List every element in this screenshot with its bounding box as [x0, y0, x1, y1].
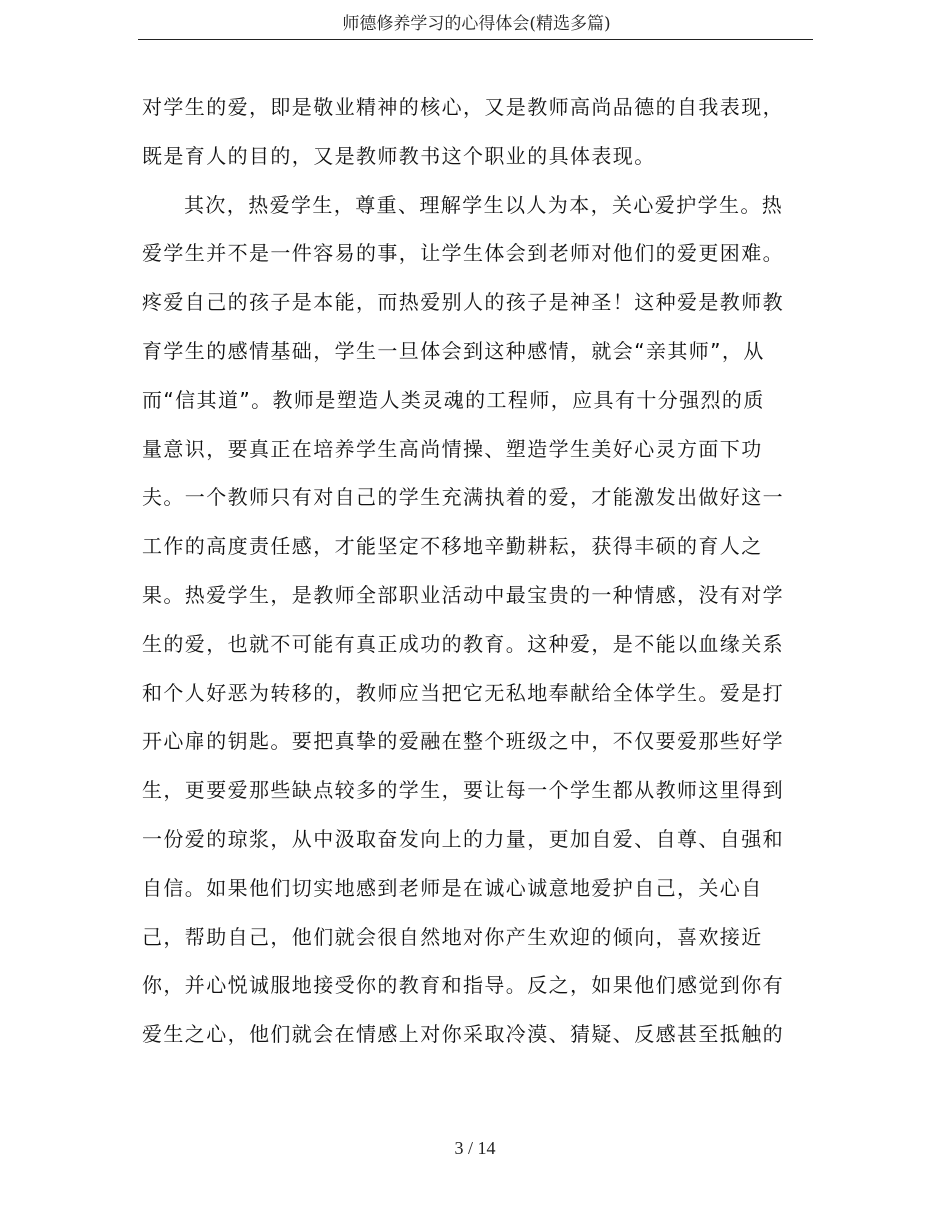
text-line: 一份爱的琼浆，从中汲取奋发向上的力量，更加自爱、自尊、自强和: [142, 826, 784, 851]
text-line: 生的爱，也就不可能有真正成功的教育。这种爱，是不能以血缘关系: [142, 631, 784, 656]
text-line: 果。热爱学生，是教师全部职业活动中最宝贵的一种情感，没有对学: [142, 582, 784, 607]
text-line: 生，更要爱那些缺点较多的学生，要让每一个学生都从教师这里得到: [142, 778, 784, 803]
text-line: 育学生的感情基础，学生一旦体会到这种感情，就会“亲其师”，从: [142, 338, 765, 363]
text-line: 其次，热爱学生，尊重、理解学生以人为本，关心爱护学生。热: [184, 192, 784, 217]
body-text: [142, 83, 802, 1059]
text-line: 爱学生并不是一件容易的事，让学生体会到老师对他们的爱更困难。: [142, 241, 784, 266]
text-line: 开心扉的钥匙。要把真挚的爱融在整个班级之中，不仅要爱那些好学: [142, 729, 784, 754]
text-line: 而“信其道”。教师是塑造人类灵魂的工程师，应具有十分强烈的质: [142, 387, 765, 412]
text-line: 你，并心悦诚服地接受你的教育和指导。反之，如果他们感觉到你有: [142, 973, 784, 998]
text-line: 自信。如果他们切实地感到老师是在诚心诚意地爱护自己，关心自: [142, 875, 763, 900]
text-line: 量意识，要真正在培养学生高尚情操、塑造学生美好心灵方面下功: [142, 436, 763, 461]
text-line: 和个人好恶为转移的，教师应当把它无私地奉献给全体学生。爱是打: [142, 680, 784, 705]
text-line: 爱生之心，他们就会在情感上对你采取冷漠、猜疑、反感甚至抵触的: [142, 1022, 784, 1047]
text-line: 既是育人的目的，又是教师教书这个职业的具体表现。: [142, 143, 656, 168]
page-header-title: 师德修养学习的心得体会(精选多篇): [342, 14, 611, 34]
text-line: 夫。一个教师只有对自己的学生充满执着的爱，才能激发出做好这一: [142, 485, 784, 510]
header-divider: [138, 39, 813, 40]
text-line: 疼爱自己的孩子是本能，而热爱别人的孩子是神圣！这种爱是教师教: [142, 290, 784, 315]
text-line: 对学生的爱，即是敬业精神的核心，又是教师高尚品德的自我表现，: [142, 95, 784, 119]
page-number: 3 / 14: [454, 1138, 496, 1158]
text-line: 己，帮助自己，他们就会很自然地对你产生欢迎的倾向，喜欢接近: [142, 924, 763, 949]
text-line: 工作的高度责任感，才能坚定不移地辛勤耕耘，获得丰硕的育人之: [142, 534, 763, 559]
